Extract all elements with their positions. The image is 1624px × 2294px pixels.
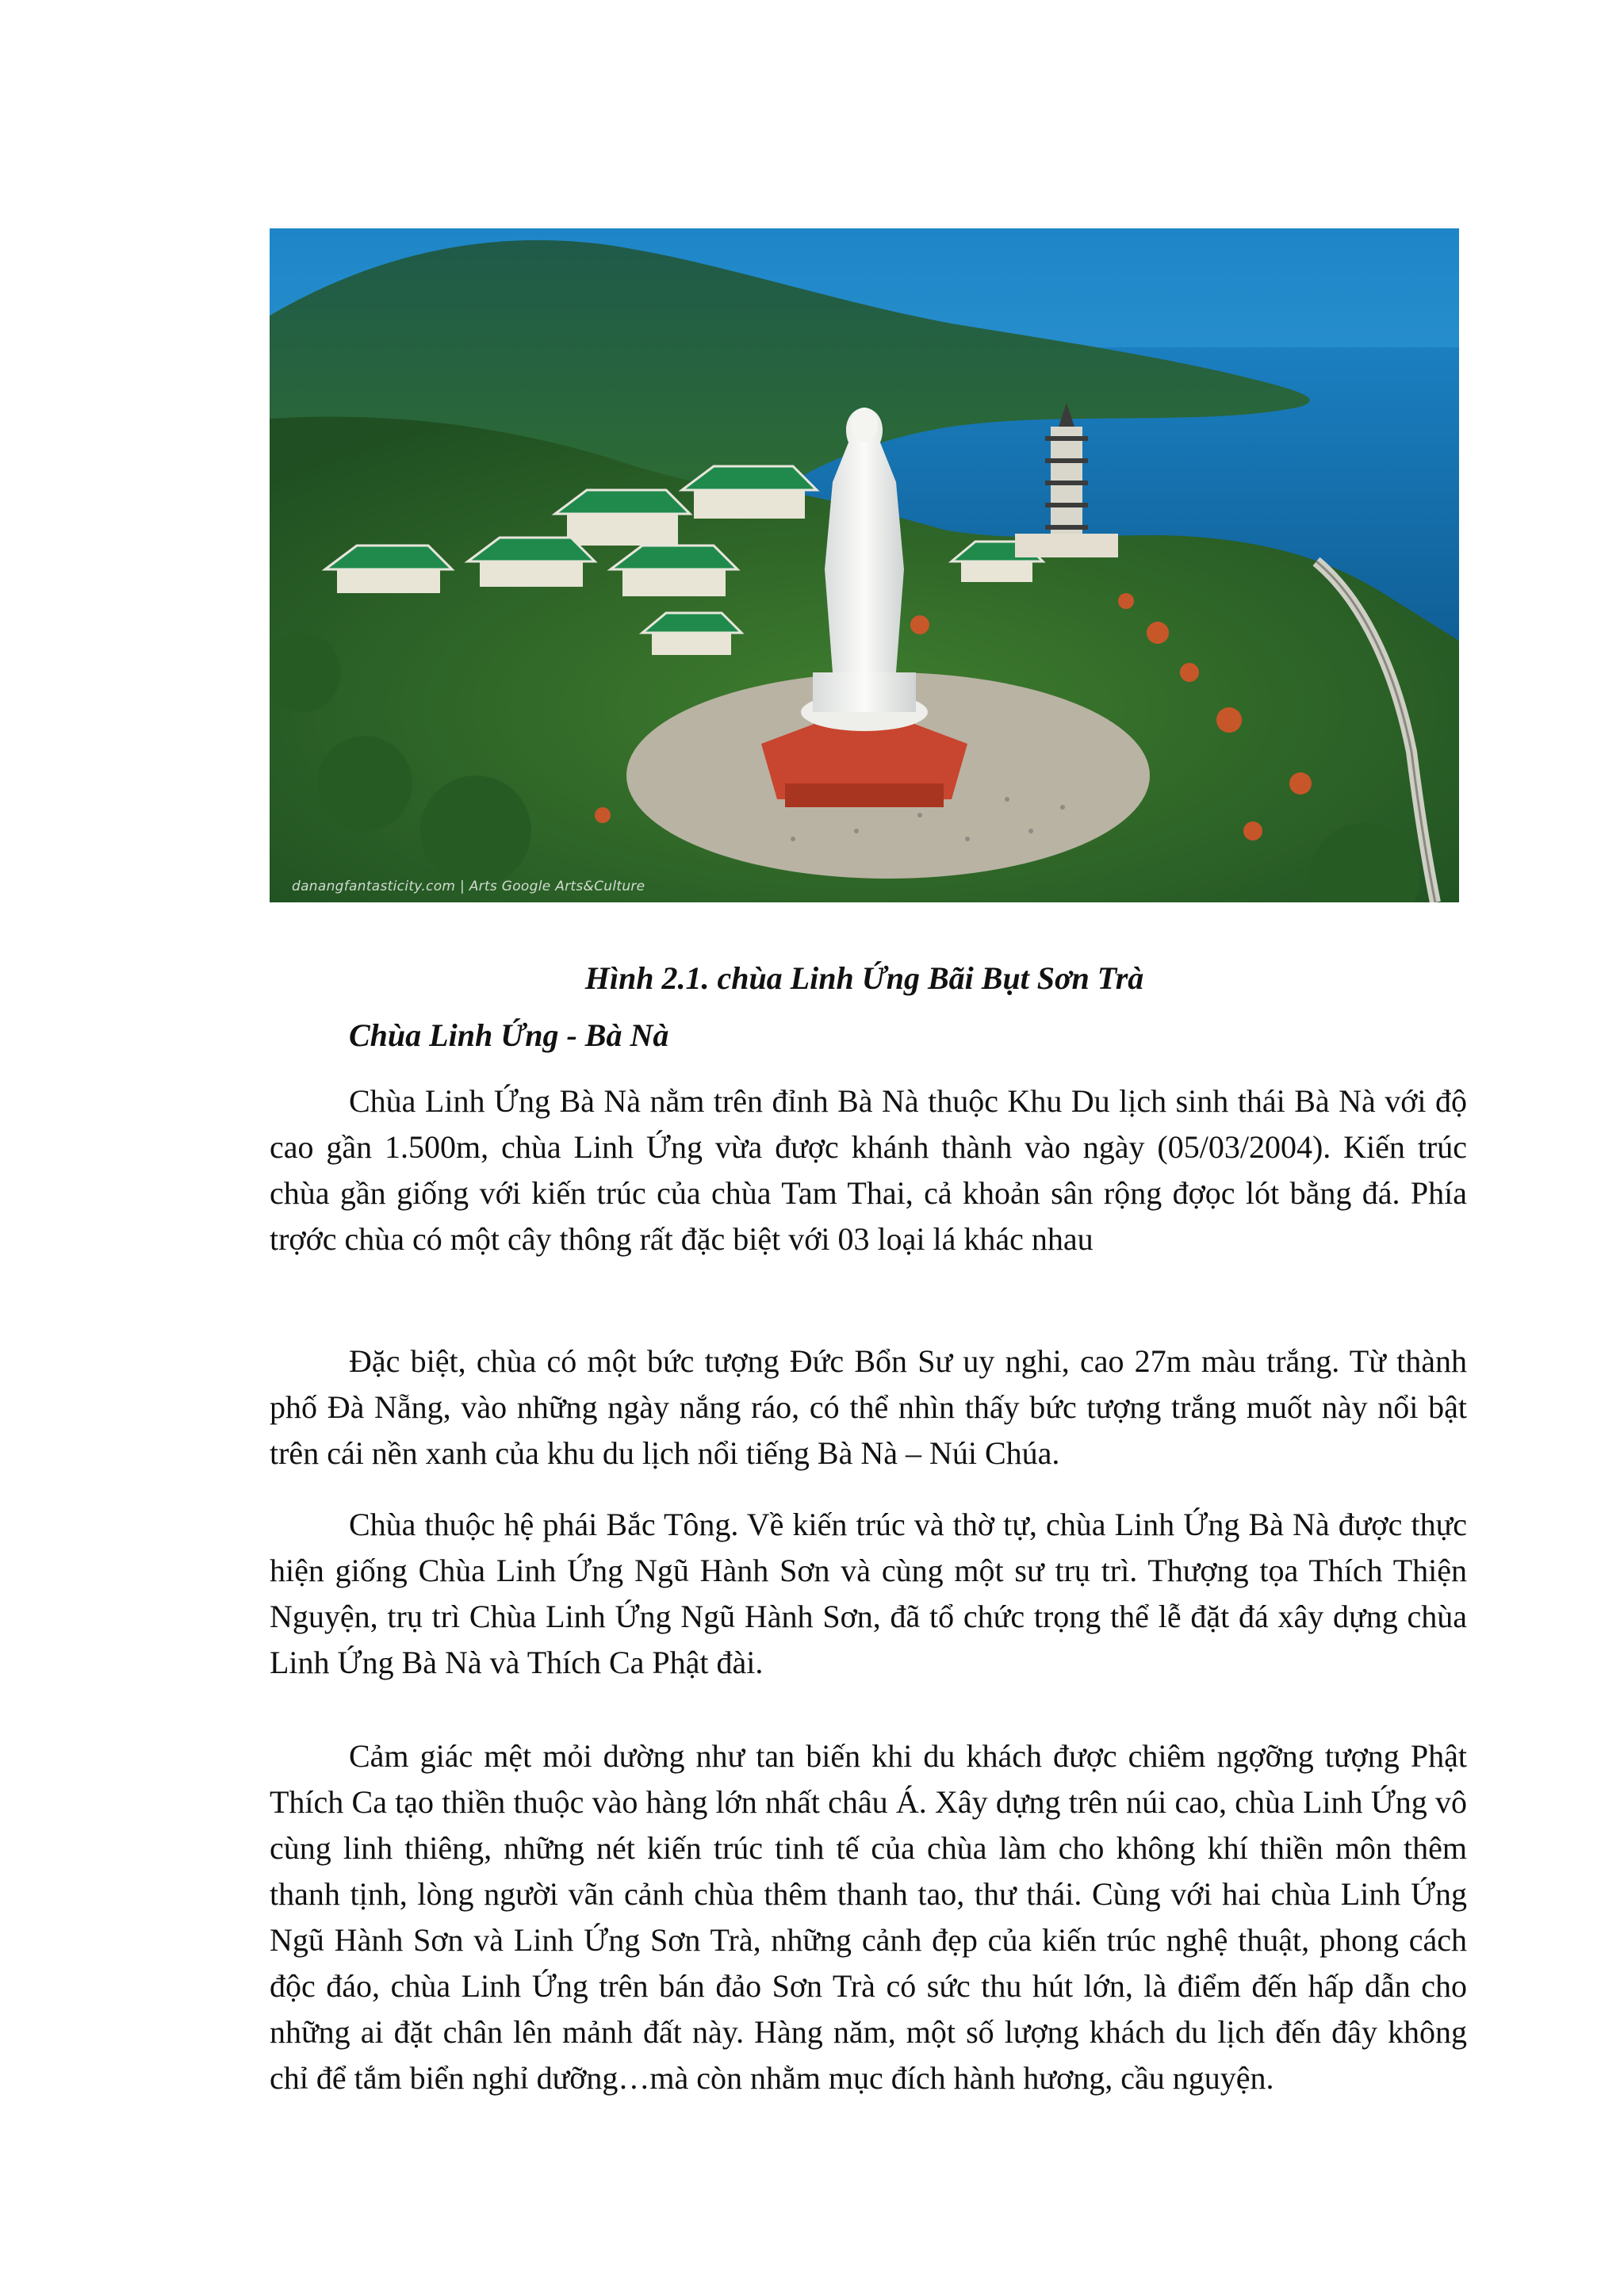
figure-caption: Hình 2.1. chùa Linh Ứng Bãi Bụt Sơn Trà [584,960,1144,996]
image-watermark: danangfantasticity.com | Arts Google Arts&Culture [292,879,645,894]
figure-photo [270,228,1459,902]
paragraph-1: Chùa Linh Ứng Bà Nà nằm trên đỉnh Bà Nà thuộc Khu Du lịch sinh thái Bà Nà với độ cao gần 1.500m, chùa Linh Ứng vừa được khánh thành vào ngày (05/03/2004). Kiến trúc chùa gần giống với kiến trúc của chùa Tam Thai, cả khoản sân rộng đợọc lót bằng đá. Phía trợớc chùa có một cây thông rất đặc biệt với 03 loại lá khác nhau [270,1083,1467,1257]
paragraph-3: Chùa thuộc hệ phái Bắc Tông. Về kiến trúc và thờ tự, chùa Linh Ứng Bà Nà được thực hiện giống Chùa Linh Ứng Ngũ Hành Sơn và cùng một sư trụ trì. Thượng tọa Thích Thiện Nguyện, trụ trì Chùa Linh Ứng Ngũ Hành Sơn, đã tổ chức trọng thể lễ đặt đá xây dựng chùa Linh Ứng Bà Nà và Thích Ca Phật đài. [270,1507,1467,1680]
pagoda-aerial-image [270,228,1459,902]
paragraph-4: Cảm giác mệt mỏi dường như tan biến khi du khách được chiêm ngợỡng tượng Phật Thích Ca tạo thiền thuộc vào hàng lớn nhất châu Á. Xây dựng trên núi cao, chùa Linh Ứng vô cùng linh thiêng, những nét kiến trúc tinh tế của chùa làm cho không khí thiền môn thêm thanh tịnh, lòng người vãn cảnh chùa thêm thanh tao, thư thái. Cùng với hai chùa Linh Ứng Ngũ Hành Sơn và Linh Ứng Sơn Trà, những cảnh đẹp của kiến trúc nghệ thuật, phong cách độc đáo, chùa Linh Ứng trên bán đảo Sơn Trà có sức thu hút lớn, là điểm đến hấp dẫn cho những ai đặt chân lên mảnh đất này. Hàng năm, một số lượng khách du lịch đến đây không chỉ để tắm biển nghỉ dưỡng…mà còn nhằm mục đích hành hương, cầu nguyện. [270,1738,1467,2096]
paragraph-2: Đặc biệt, chùa có một bức tượng Đức Bổn Sư uy nghi, cao 27m màu trắng. Từ thành phố Đà Nẵng, vào những ngày nắng ráo, có thể nhìn thấy bức tượng trắng muốt này nổi bật trên cái nền xanh của khu du lịch nổi tiếng Bà Nà – Núi Chúa. [270,1343,1467,1471]
section-heading: Chùa Linh Ứng - Bà Nà [349,1017,669,1053]
